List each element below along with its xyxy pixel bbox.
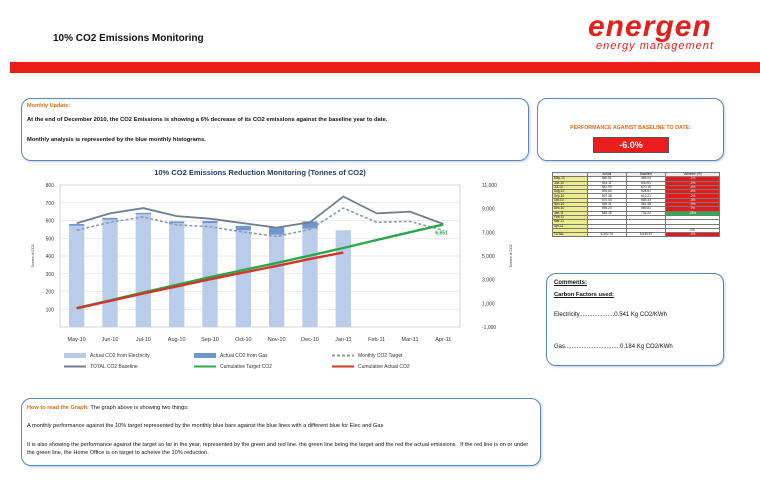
co2-chart bbox=[20, 165, 530, 380]
header-divider-bar bbox=[10, 62, 760, 73]
logo-tagline: energy management bbox=[596, 40, 714, 52]
table-cell: 640.51 bbox=[626, 181, 665, 185]
bar-gas bbox=[236, 226, 251, 230]
how-to-read-intro: The graph above is showing two things: bbox=[90, 405, 189, 411]
table-cell: Jan-11 bbox=[553, 211, 588, 215]
y-tick-label: 500 bbox=[45, 236, 54, 243]
table-cell: -4% bbox=[666, 185, 720, 189]
monthly-update-summary: At the end of December 2010, the CO2 Emissions is showing a 6% decrease of its CO2 emissions against the baseline year to date. bbox=[27, 117, 388, 123]
y-tick-label: 600 bbox=[45, 218, 54, 225]
end-annotation: 6,651 bbox=[435, 230, 448, 237]
bar-gas bbox=[269, 228, 284, 235]
table-cell: 549.18 bbox=[587, 211, 626, 215]
table-cell: 1% bbox=[666, 207, 720, 211]
bar-gas bbox=[69, 224, 84, 226]
y2-axis-label: Tonnes of CO2 bbox=[509, 244, 513, 268]
table-cell: 585.04 bbox=[626, 177, 665, 181]
x-tick-label: Dec-10 bbox=[301, 337, 319, 343]
bar-electricity bbox=[336, 230, 351, 327]
y-tick-label: 400 bbox=[45, 254, 54, 260]
carbon-factors-heading: Carbon Factors used: bbox=[554, 292, 614, 298]
y-axis-label: Tonnes of CO2 bbox=[31, 244, 35, 268]
performance-panel bbox=[537, 98, 724, 161]
table-header-1: Actual bbox=[587, 173, 626, 177]
how-to-read-panel bbox=[21, 398, 541, 466]
bar-electricity bbox=[236, 230, 251, 327]
x-tick-label: Jun-10 bbox=[101, 337, 119, 343]
y-tick-label: 800 bbox=[45, 183, 54, 189]
y-tick-label: 300 bbox=[45, 271, 54, 278]
table-cell: 624.81 bbox=[626, 190, 665, 194]
legend-label: Cumulative Target CO2 bbox=[220, 364, 272, 370]
legend-label: TOTAL CO2 Baseline bbox=[90, 364, 138, 370]
table-cell: Oct-10 bbox=[553, 198, 588, 202]
table-cell: -1% bbox=[666, 177, 720, 181]
table-cell: 733.22 bbox=[626, 211, 665, 215]
comments-panel bbox=[546, 273, 724, 366]
table-cell: 580.51 bbox=[587, 177, 626, 181]
chart-title: 10% CO2 Emissions Reduction Monitoring (Tonnes of CO2) bbox=[154, 168, 366, 177]
x-tick-label: Apr-11 bbox=[435, 337, 452, 343]
x-tick-label: Aug-10 bbox=[167, 337, 186, 343]
bar-gas bbox=[136, 213, 151, 214]
table-cell: Apr-11 bbox=[553, 224, 588, 228]
table-cell: 5,302.76 bbox=[587, 233, 626, 237]
table-cell: TOTAL bbox=[553, 233, 588, 237]
how-to-read-p2: It is also showing the performance against the target so far in the year, represented by the green and red line. the green line being the target and the red the actual emissions . If the red line is on or under the green line, the Home Office is on target to acheive the 10% reduction. bbox=[27, 442, 529, 456]
bar-gas bbox=[202, 221, 217, 223]
co2-chart-svg bbox=[20, 165, 530, 380]
table-cell: May-10 bbox=[553, 177, 588, 181]
table-cell: 570.44 bbox=[587, 198, 626, 202]
performance-value: -6.0% bbox=[593, 137, 669, 153]
monthly-update-note: Monthly analysis is represented by the blue monthly histograms. bbox=[27, 137, 206, 143]
table-cell: 642.99 bbox=[587, 185, 626, 189]
legend-label: Monthly CO2 Target bbox=[358, 353, 403, 359]
table-cell: 594.60 bbox=[587, 190, 626, 194]
logo-wordmark: energen bbox=[588, 10, 712, 43]
legend-label: Actual CO2 from Electricity bbox=[90, 353, 150, 359]
table-row bbox=[553, 233, 720, 237]
x-tick-label: Jan-11 bbox=[335, 337, 352, 343]
table-cell: 597.38 bbox=[587, 194, 626, 198]
legend-label: Cumulative Actual CO2 bbox=[358, 364, 410, 370]
table-cell: -4% bbox=[666, 181, 720, 185]
how-to-read-intro-line bbox=[27, 405, 189, 411]
gas-factor: Gas.................................0.184 Kg CO2/KWh bbox=[554, 344, 673, 350]
table-cell: 585.33 bbox=[626, 198, 665, 202]
variance-table bbox=[552, 172, 720, 237]
x-tick-label: Mar-11 bbox=[401, 337, 419, 343]
bar-gas bbox=[102, 218, 117, 220]
bar-electricity bbox=[136, 214, 151, 327]
table-header-2: Baseline bbox=[626, 173, 665, 177]
table-cell: 5,639.57 bbox=[626, 233, 665, 237]
table-cell: 614.11 bbox=[587, 181, 626, 185]
x-tick-label: Oct-10 bbox=[235, 337, 252, 343]
x-tick-label: May-10 bbox=[67, 337, 86, 343]
energen-logo bbox=[588, 12, 760, 58]
bar-electricity bbox=[69, 226, 84, 327]
how-to-read-heading: How to read the Graph: bbox=[27, 405, 89, 411]
y2-tick-label: 9,000 bbox=[482, 206, 495, 213]
x-tick-label: Nov-10 bbox=[267, 337, 286, 343]
table-cell: Feb-11 bbox=[553, 215, 588, 219]
table-cell: Jun-10 bbox=[553, 181, 588, 185]
table-cell: Mar-11 bbox=[553, 220, 588, 224]
legend-swatch bbox=[194, 353, 216, 358]
y2-tick-label: 1,000 bbox=[482, 301, 495, 308]
table-cell: 589.81 bbox=[626, 207, 665, 211]
table-cell: Nov-10 bbox=[553, 203, 588, 207]
table-cell: -25% bbox=[666, 211, 720, 215]
electricity-factor: Electricity.....................0.541 Kg CO2/KWh bbox=[554, 312, 667, 318]
monthly-update-panel bbox=[21, 98, 529, 161]
table-cell: -5% bbox=[666, 190, 720, 194]
bar-electricity bbox=[269, 235, 284, 327]
legend-label: Actual CO2 from Gas bbox=[220, 353, 268, 359]
y-tick-label: 100 bbox=[45, 307, 54, 314]
table-cell: Dec-10 bbox=[553, 207, 588, 211]
table-cell: 610.21 bbox=[626, 194, 665, 198]
page-title: 10% CO2 Emissions Monitoring bbox=[53, 33, 204, 44]
table-cell: -2% bbox=[666, 194, 720, 198]
y2-tick-label: -1,000 bbox=[482, 325, 497, 331]
bar-electricity bbox=[102, 220, 117, 327]
performance-heading: PERFORMANCE AGAINST BASELINE TO DATE: bbox=[570, 125, 691, 131]
bar-electricity bbox=[302, 228, 317, 327]
y2-tick-label: 3,000 bbox=[482, 277, 495, 284]
table-cell: -3% bbox=[666, 198, 720, 202]
y-tick-label: 200 bbox=[45, 289, 54, 296]
table-cell: 594.24 bbox=[587, 207, 626, 211]
table-cell: -6% bbox=[666, 233, 720, 237]
x-tick-label: Sep-10 bbox=[201, 337, 219, 343]
table-cell: 0% bbox=[666, 228, 720, 232]
y-tick-label: 700 bbox=[45, 200, 54, 207]
bar-electricity bbox=[169, 223, 184, 327]
how-to-read-p1: A monthly performance against the 10% target represented by the monthly blue bars against the blue lines with a different blue for Elec and Gas bbox=[27, 423, 384, 429]
table-cell: 559.31 bbox=[587, 203, 626, 207]
comments-heading: Comments: bbox=[554, 280, 588, 286]
table-cell: Aug-10 bbox=[553, 190, 588, 194]
y2-tick-label: 11,000 bbox=[482, 183, 497, 189]
y2-tick-label: 7,000 bbox=[482, 230, 495, 237]
legend-swatch bbox=[64, 353, 86, 358]
monthly-update-heading: Monthly Update: bbox=[27, 103, 71, 109]
table-cell: Sep-10 bbox=[553, 194, 588, 198]
table-cell: Jul-10 bbox=[553, 185, 588, 189]
x-tick-label: Feb-11 bbox=[368, 337, 386, 343]
table-header-3: Variance (%) bbox=[666, 173, 720, 177]
table-cell: -0% bbox=[666, 203, 720, 207]
table-cell: 670.16 bbox=[626, 185, 665, 189]
y2-tick-label: 5,000 bbox=[482, 254, 495, 260]
table-cell: 561.48 bbox=[626, 203, 665, 207]
x-tick-label: Jul-10 bbox=[135, 337, 151, 343]
